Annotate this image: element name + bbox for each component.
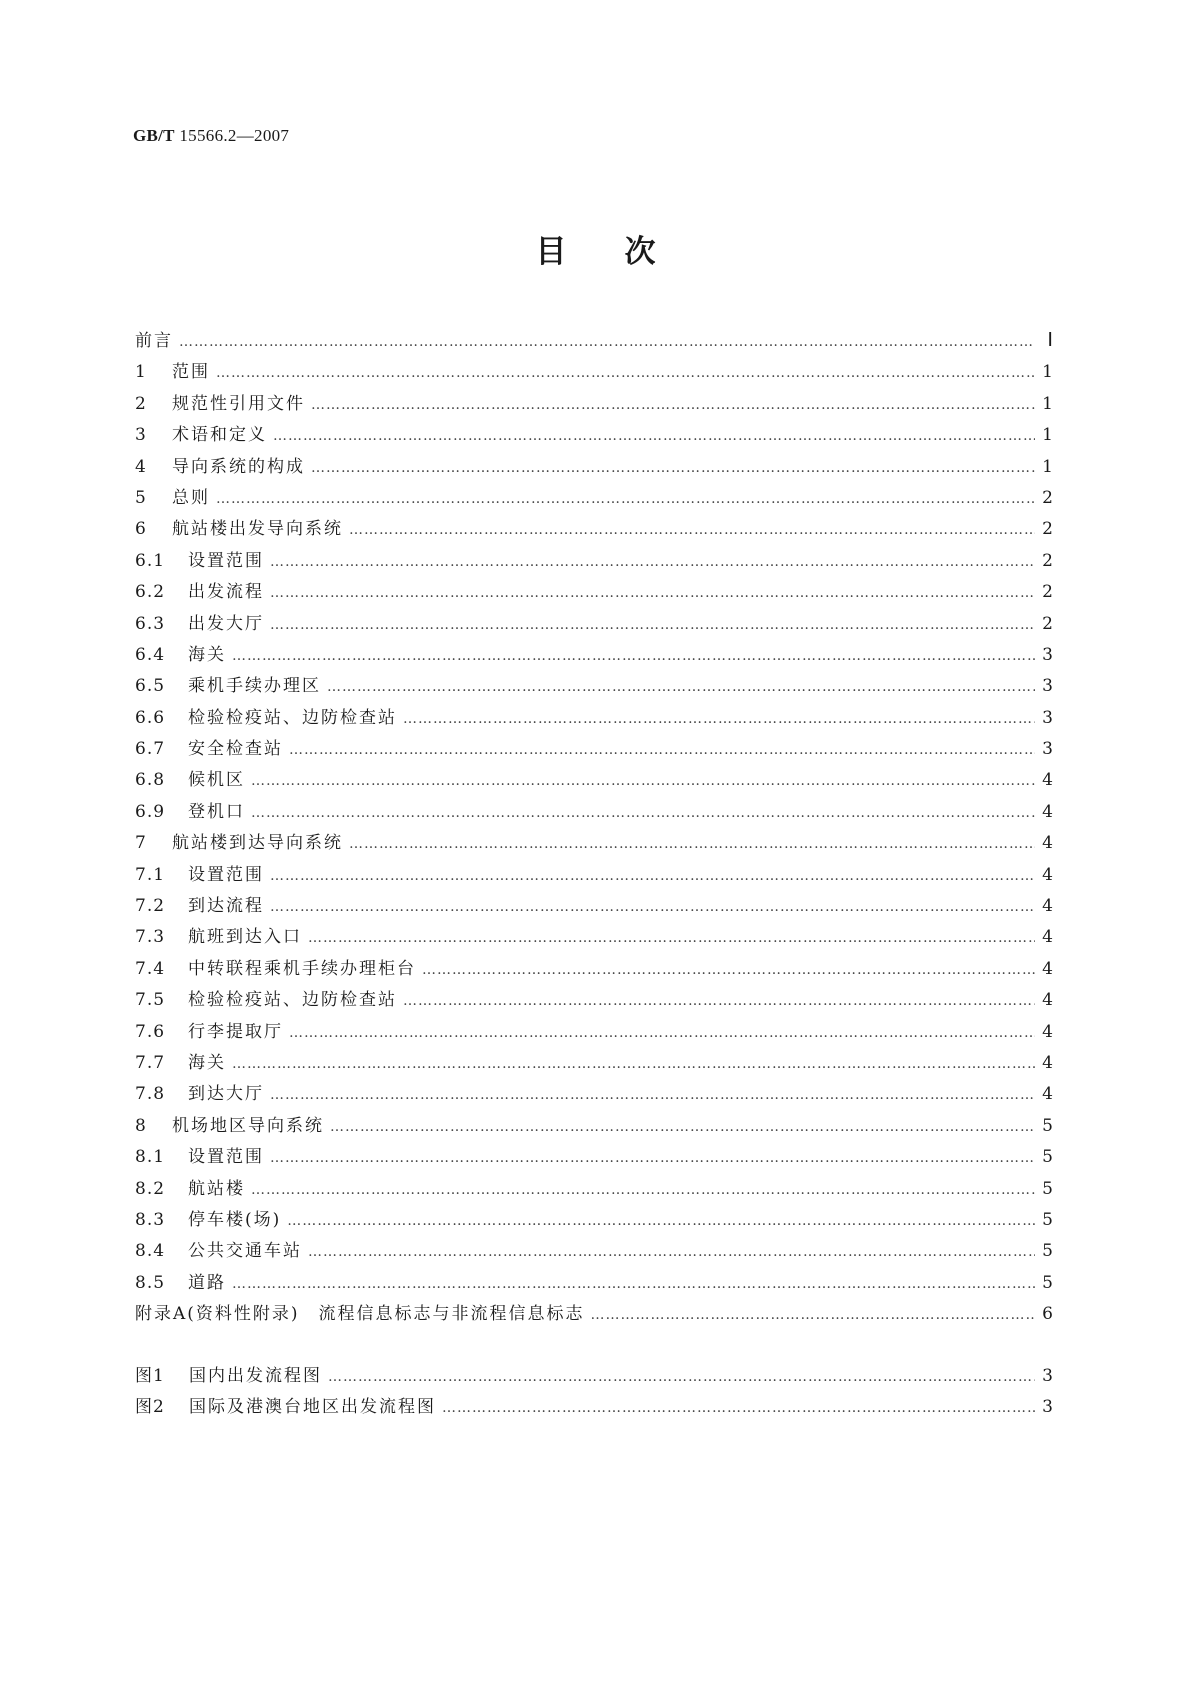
section-number: 7.1 [135, 864, 166, 885]
table-of-contents [135, 326, 1053, 1423]
dot-leader [232, 1276, 1035, 1292]
section-number: 7 [135, 833, 147, 854]
section-number: 6.2 [135, 582, 166, 603]
dot-leader [328, 1369, 1035, 1385]
dot-leader [289, 1025, 1035, 1041]
section-number: 6.1 [135, 550, 166, 571]
page-number: 5 [1042, 1241, 1053, 1262]
toc-entry[interactable] [135, 546, 1053, 577]
dot-leader [308, 1244, 1035, 1260]
section-number: 7.5 [135, 990, 166, 1011]
toc-entry[interactable] [135, 765, 1053, 796]
toc-entry[interactable] [135, 1142, 1053, 1173]
toc-entry[interactable] [135, 954, 1053, 985]
section-number: 8.4 [135, 1241, 166, 1262]
dot-leader [327, 679, 1035, 695]
toc-entry[interactable] [135, 452, 1053, 483]
page-number: 3 [1042, 707, 1053, 728]
section-number: 6.7 [135, 739, 166, 760]
dot-leader [591, 1307, 1035, 1323]
toc-entry[interactable] [135, 1079, 1053, 1110]
toc-entry[interactable] [135, 326, 1053, 357]
dot-leader [270, 1150, 1035, 1166]
page-title: 目次 [535, 234, 714, 270]
page-number: 2 [1042, 550, 1053, 571]
dot-leader [216, 491, 1035, 507]
page-number: Ⅰ [1047, 330, 1053, 351]
section-title: 海关 [188, 644, 226, 665]
page-number: 4 [1042, 1052, 1053, 1073]
section-number: 6 [135, 519, 147, 540]
dot-leader [251, 1182, 1035, 1198]
page-number: 3 [1042, 739, 1053, 760]
section-number: 8.1 [135, 1147, 166, 1168]
figure-title: 国内出发流程图 [189, 1365, 322, 1386]
section-title: 中转联程乘机手续办理柜台 [188, 958, 416, 979]
toc-entry[interactable] [135, 860, 1053, 891]
section-number: 7.4 [135, 958, 166, 979]
toc-entry[interactable] [135, 703, 1053, 734]
section-number: 5 [135, 487, 147, 508]
section-number: 8 [135, 1115, 147, 1136]
dot-leader [270, 1087, 1035, 1103]
page-number: 4 [1042, 864, 1053, 885]
dot-leader [251, 805, 1035, 821]
dot-leader [270, 868, 1035, 884]
toc-entry[interactable] [135, 922, 1053, 953]
dot-leader [287, 1213, 1035, 1229]
page-number: 2 [1042, 582, 1053, 603]
standard-code-number: 15566.2—2007 [174, 126, 290, 145]
page-number: 3 [1042, 676, 1053, 697]
section-title: 航站楼到达导向系统 [172, 833, 343, 854]
toc-entry[interactable] [135, 828, 1053, 859]
toc-entry[interactable] [135, 1048, 1053, 1079]
page-number: 3 [1042, 644, 1053, 665]
dot-leader [232, 648, 1035, 664]
toc-entry[interactable] [135, 1299, 1053, 1330]
toc-entry[interactable] [135, 420, 1053, 451]
section-title: 航班到达入口 [188, 927, 302, 948]
toc-entry[interactable] [135, 1236, 1053, 1267]
dot-leader [330, 1119, 1035, 1135]
section-number: 7.2 [135, 896, 166, 917]
section-title: 设置范围 [188, 1147, 264, 1168]
section-number: 8.3 [135, 1209, 166, 1230]
section-title: 公共交通车站 [188, 1241, 302, 1262]
dot-leader [349, 522, 1035, 538]
section-number: 6.9 [135, 801, 166, 822]
section-number: 8.2 [135, 1178, 166, 1199]
toc-entry[interactable] [135, 1268, 1053, 1299]
toc-entry[interactable] [135, 1111, 1053, 1142]
dot-leader [403, 993, 1035, 1009]
toc-entry[interactable] [135, 1174, 1053, 1205]
section-number: 3 [135, 425, 147, 446]
section-number: 8.5 [135, 1272, 166, 1293]
section-title: 导向系统的构成 [172, 456, 305, 477]
toc-entry[interactable] [135, 640, 1053, 671]
dot-leader [270, 617, 1035, 633]
section-title: 行李提取厅 [188, 1021, 283, 1042]
page-number: 1 [1042, 456, 1053, 477]
section-title: 前言 [135, 331, 173, 351]
page-number: 4 [1042, 801, 1053, 822]
figure-entry[interactable] [135, 1392, 1053, 1423]
standard-code-prefix: GB/T [133, 126, 175, 145]
toc-entry[interactable] [135, 891, 1053, 922]
page-number: 1 [1042, 393, 1053, 414]
section-title: 停车楼(场) [188, 1209, 282, 1230]
dot-leader [442, 1400, 1035, 1416]
section-title: 设置范围 [188, 550, 264, 571]
section-title: 到达流程 [188, 896, 264, 917]
toc-entry[interactable] [135, 483, 1053, 514]
figure-entry[interactable] [135, 1361, 1053, 1392]
section-title: 道路 [188, 1272, 226, 1293]
section-title: 总则 [172, 487, 210, 508]
page-number: 3 [1042, 1365, 1053, 1386]
dot-leader [270, 585, 1035, 601]
toc-entry[interactable] [135, 1017, 1053, 1048]
section-number: 6.3 [135, 613, 166, 634]
page-number: 4 [1042, 927, 1053, 948]
toc-entry[interactable] [135, 671, 1053, 702]
page-number: 4 [1042, 896, 1053, 917]
section-title: 出发大厅 [188, 613, 264, 634]
page-number: 5 [1042, 1178, 1053, 1199]
dot-leader [422, 962, 1035, 978]
section-gap [135, 1331, 1053, 1361]
page-number: 1 [1042, 425, 1053, 446]
section-title: 规范性引用文件 [172, 393, 305, 414]
page-number: 5 [1042, 1209, 1053, 1230]
dot-leader [232, 1056, 1035, 1072]
section-number: 7.6 [135, 1021, 166, 1042]
toc-entry[interactable] [135, 514, 1053, 545]
section-title: 航站楼出发导向系统 [172, 519, 343, 540]
section-title: 检验检疫站、边防检查站 [188, 707, 397, 728]
page-number: 4 [1042, 1084, 1053, 1105]
dot-leader [403, 711, 1035, 727]
section-number: 4 [135, 456, 147, 477]
section-title: 机场地区导向系统 [172, 1115, 324, 1136]
section-title: 乘机手续办理区 [188, 676, 321, 697]
page-number: 2 [1042, 487, 1053, 508]
page-number: 5 [1042, 1115, 1053, 1136]
page-number: 4 [1042, 1021, 1053, 1042]
toc-entry[interactable] [135, 577, 1053, 608]
dot-leader [349, 836, 1035, 852]
dot-leader [251, 773, 1035, 789]
dot-leader [273, 428, 1035, 444]
figure-number: 图2 [135, 1396, 165, 1417]
standard-code [133, 126, 289, 146]
dot-leader [311, 460, 1035, 476]
dot-leader [179, 334, 1035, 350]
section-title: 航站楼 [188, 1178, 245, 1199]
section-number: 6.5 [135, 676, 166, 697]
dot-leader [289, 742, 1035, 758]
page-number: 4 [1042, 958, 1053, 979]
dot-leader [308, 930, 1035, 946]
dot-leader [270, 554, 1035, 570]
figure-title: 国际及港澳台地区出发流程图 [189, 1396, 436, 1417]
toc-entry[interactable] [135, 389, 1053, 420]
section-number: 7.7 [135, 1052, 166, 1073]
page-number: 4 [1042, 990, 1053, 1011]
page-number: 5 [1042, 1272, 1053, 1293]
page-number: 4 [1042, 833, 1053, 854]
page-number: 3 [1042, 1396, 1053, 1417]
section-title: 附录A(资料性附录) 流程信息标志与非流程信息标志 [135, 1304, 585, 1325]
page-number: 6 [1042, 1304, 1053, 1325]
section-title: 术语和定义 [172, 425, 267, 446]
section-title: 海关 [188, 1052, 226, 1073]
section-title: 候机区 [188, 770, 245, 791]
section-title: 出发流程 [188, 582, 264, 603]
toc-entry[interactable] [135, 985, 1053, 1016]
dot-leader [216, 365, 1035, 381]
page-number: 5 [1042, 1147, 1053, 1168]
section-title: 到达大厅 [188, 1084, 264, 1105]
figure-number: 图1 [135, 1365, 165, 1386]
page-number: 2 [1042, 613, 1053, 634]
section-title: 范围 [172, 362, 210, 383]
section-number: 1 [135, 362, 147, 383]
section-number: 7.3 [135, 927, 166, 948]
section-number: 6.6 [135, 707, 166, 728]
dot-leader [311, 397, 1035, 413]
page-number: 4 [1042, 770, 1053, 791]
toc-entry[interactable] [135, 609, 1053, 640]
section-number: 6.8 [135, 770, 166, 791]
dot-leader [270, 899, 1035, 915]
toc-entry[interactable] [135, 357, 1053, 388]
toc-entry[interactable] [135, 734, 1053, 765]
section-title: 登机口 [188, 801, 245, 822]
section-number: 6.4 [135, 644, 166, 665]
page-number: 1 [1042, 362, 1053, 383]
toc-entry[interactable] [135, 1205, 1053, 1236]
section-number: 2 [135, 393, 147, 414]
section-title: 安全检查站 [188, 739, 283, 760]
section-title: 设置范围 [188, 864, 264, 885]
page-number: 2 [1042, 519, 1053, 540]
section-title: 检验检疫站、边防检查站 [188, 990, 397, 1011]
toc-entry[interactable] [135, 797, 1053, 828]
section-number: 7.8 [135, 1084, 166, 1105]
